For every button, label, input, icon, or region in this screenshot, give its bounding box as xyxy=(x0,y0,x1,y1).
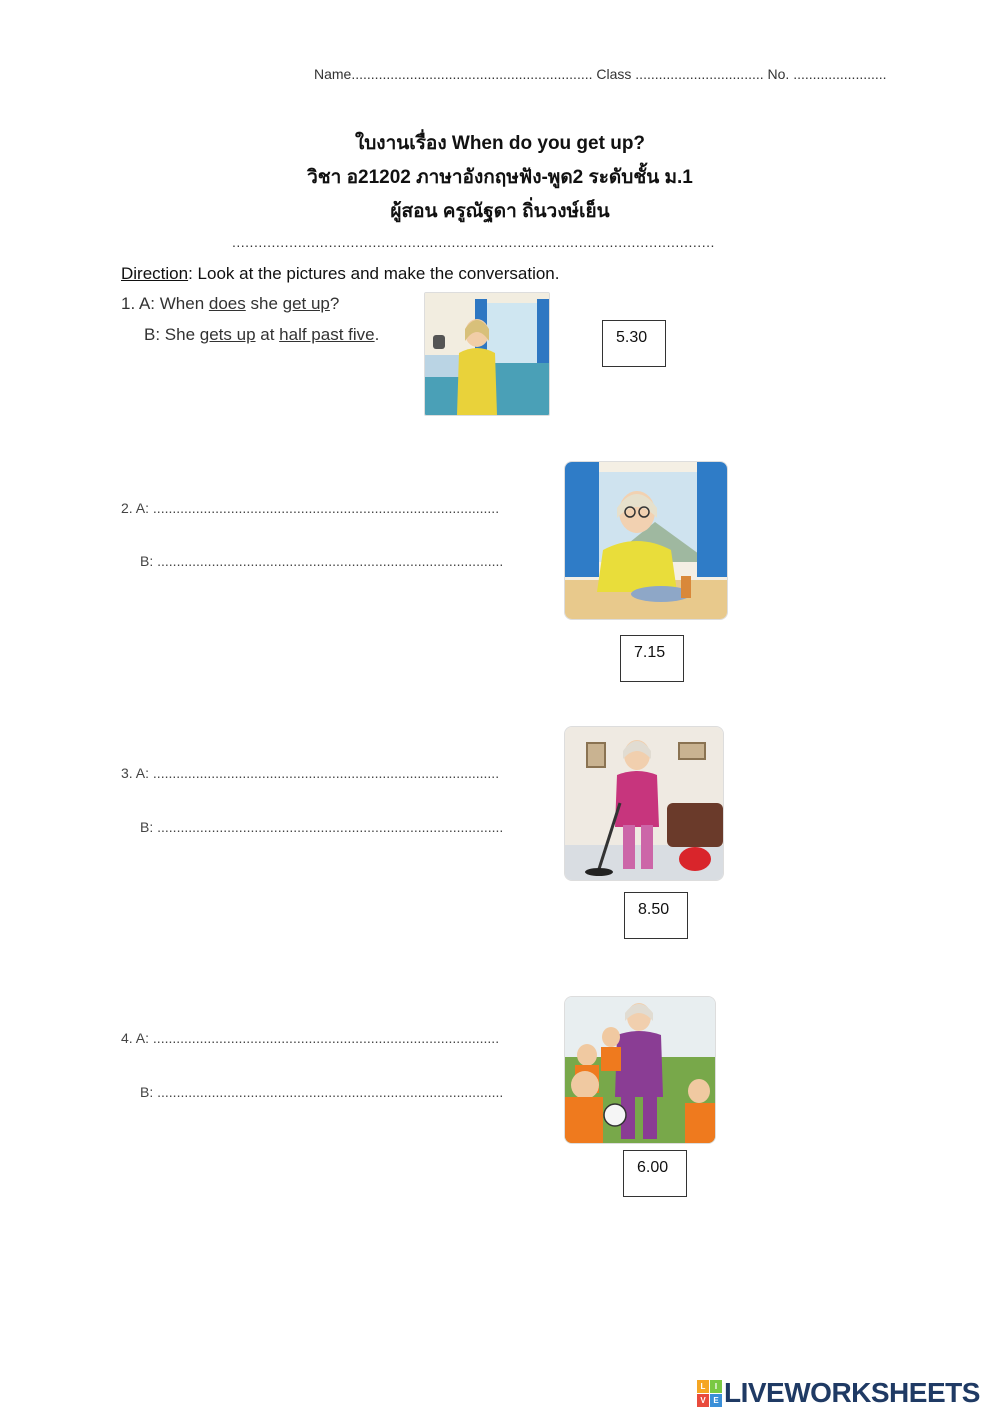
item-2-time-box: 7.15 xyxy=(620,635,684,682)
example-answer-prefix: B: She xyxy=(144,325,200,344)
woman-eating-breakfast-picture xyxy=(564,461,728,620)
woman-vacuuming-picture xyxy=(564,726,724,881)
logo-mark-letter: I xyxy=(710,1380,722,1393)
direction-text: : Look at the pictures and make the conversation. xyxy=(188,264,560,283)
liveworksheets-logo xyxy=(697,1377,980,1409)
item-4-question-line[interactable]: 4. A: ......................................................................................... xyxy=(121,1030,500,1046)
example-gets-up: gets up xyxy=(199,325,256,344)
logo-mark-letter: V xyxy=(697,1394,709,1407)
direction-label: Direction xyxy=(121,264,189,283)
example-answer-mid: at xyxy=(255,325,280,344)
liveworksheets-logo-icon xyxy=(697,1380,721,1406)
example-question xyxy=(121,294,339,314)
example-question-end: ? xyxy=(329,294,340,313)
worksheet-title: ใบงานเรื่อง When do you get up? xyxy=(354,133,646,154)
example-question-prefix: 1. A: When xyxy=(121,294,209,313)
dotted-separator: .............................................................................................................. xyxy=(232,234,715,250)
student-info-line: Name.............................................................. Class ................................. No. ........................ xyxy=(314,66,887,82)
item-3-question-line[interactable]: 3. A: ......................................................................................... xyxy=(121,765,500,781)
example-does: does xyxy=(208,294,246,313)
liveworksheets-logo-text: LIVEWORKSHEETS xyxy=(724,1377,980,1408)
item-4-answer-line[interactable]: B: ......................................................................................... xyxy=(140,1084,504,1100)
item-3-time-box: 8.50 xyxy=(624,892,688,939)
item-3-answer-line[interactable]: B: ......................................................................................... xyxy=(140,819,504,835)
example-answer-end: . xyxy=(374,325,380,344)
woman-waking-up-on-bed-picture xyxy=(424,292,550,416)
teacher-line: ผู้สอน ครูณัฐดา ถิ่นวงษ์เย็น xyxy=(390,201,610,222)
item-2-answer-line[interactable]: B: ......................................................................................... xyxy=(140,553,504,569)
subject-line: วิชา อ21202 ภาษาอังกฤษฟัง-พูด2 ระดับชั้น ม.1 xyxy=(307,167,693,188)
logo-mark-letter: E xyxy=(710,1394,722,1407)
example-question-mid: she xyxy=(245,294,283,313)
example-answer xyxy=(144,325,379,345)
woman-with-children-soccer-picture xyxy=(564,996,716,1144)
direction-instruction xyxy=(121,264,559,284)
example-get-up: get up xyxy=(282,294,330,313)
example-time-words: half past five xyxy=(279,325,375,344)
logo-mark-letter: L xyxy=(697,1380,709,1393)
item-2-question-line[interactable]: 2. A: ......................................................................................... xyxy=(121,500,500,516)
item-4-time-box: 6.00 xyxy=(623,1150,687,1197)
example-time-box: 5.30 xyxy=(602,320,666,367)
